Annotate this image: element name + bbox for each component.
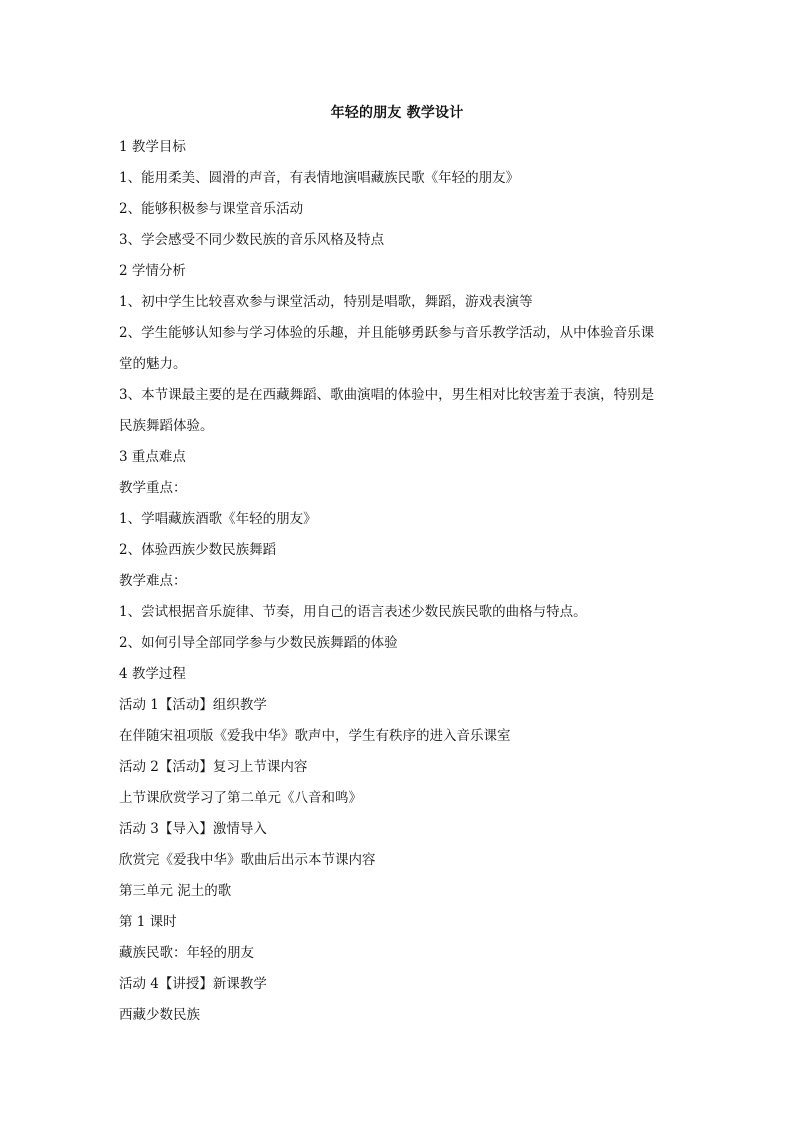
paragraph-line: 3、本节课最主要的是在西藏舞蹈、歌曲演唱的体验中，男生相对比较害羞于表演，特别是: [119, 387, 655, 403]
paragraph-line: 1、尝试根据音乐旋律、节奏，用自己的语言表述少数民族民歌的曲格与特点。: [119, 604, 587, 620]
section-heading-process: 4 教学过程: [119, 666, 186, 682]
section-heading-analysis: 2 学情分析: [119, 263, 186, 279]
section-heading-key-points: 3 重点难点: [119, 449, 186, 465]
paragraph-line: 藏族民歌：年轻的朋友: [119, 945, 254, 961]
paragraph-line: 2、如何引导全部同学参与少数民族舞蹈的体验: [119, 635, 398, 651]
paragraph-line-continued: 民族舞蹈体验。: [119, 418, 214, 434]
document-body: [119, 132, 679, 1031]
paragraph-line: 1、初中学生比较喜欢参与课堂活动，特别是唱歌，舞蹈，游戏表演等: [119, 294, 533, 310]
activity-heading: 活动 1【活动】组织教学: [119, 697, 267, 713]
activity-heading: 活动 4【讲授】新课教学: [119, 976, 267, 992]
paragraph-line: 第 1 课时: [119, 914, 177, 930]
paragraph-line: 上节课欣赏学习了第二单元《八音和鸣》: [119, 790, 362, 806]
paragraph-line: 欣赏完《爱我中华》歌曲后出示本节课内容: [119, 852, 376, 868]
paragraph-line: 第三单元 泥土的歌: [119, 883, 232, 899]
paragraph-line: 2、体验西族少数民族舞蹈: [119, 542, 277, 558]
paragraph-line: 1、能用柔美、圆滑的声音，有表情地演唱藏族民歌《年轻的朋友》: [119, 170, 520, 186]
paragraph-line: 2、学生能够认知参与学习体验的乐趣，并且能够勇跃参与音乐教学活动，从中体验音乐课: [119, 325, 655, 341]
subheading-key-focus: 教学重点：: [119, 480, 187, 496]
activity-heading: 活动 3【导入】激情导入: [119, 821, 267, 837]
paragraph-line: 在伴随宋祖项版《爱我中华》歌声中，学生有秩序的进入音乐课室: [119, 728, 511, 744]
paragraph-line-continued: 堂的魅力。: [119, 356, 187, 372]
paragraph-line: 2、能够积极参与课堂音乐活动: [119, 201, 304, 217]
paragraph-line: 1、学唱藏族酒歌《年轻的朋友》: [119, 511, 317, 527]
paragraph-line: 西藏少数民族: [119, 1007, 200, 1023]
paragraph-line: 3、学会感受不同少数民族的音乐风格及特点: [119, 232, 385, 248]
document-title: 年轻的朋友 教学设计: [330, 105, 464, 121]
activity-heading: 活动 2【活动】复习上节课内容: [119, 759, 308, 775]
section-heading-objectives: 1 教学目标: [119, 139, 186, 155]
subheading-difficulties: 教学难点：: [119, 573, 187, 589]
